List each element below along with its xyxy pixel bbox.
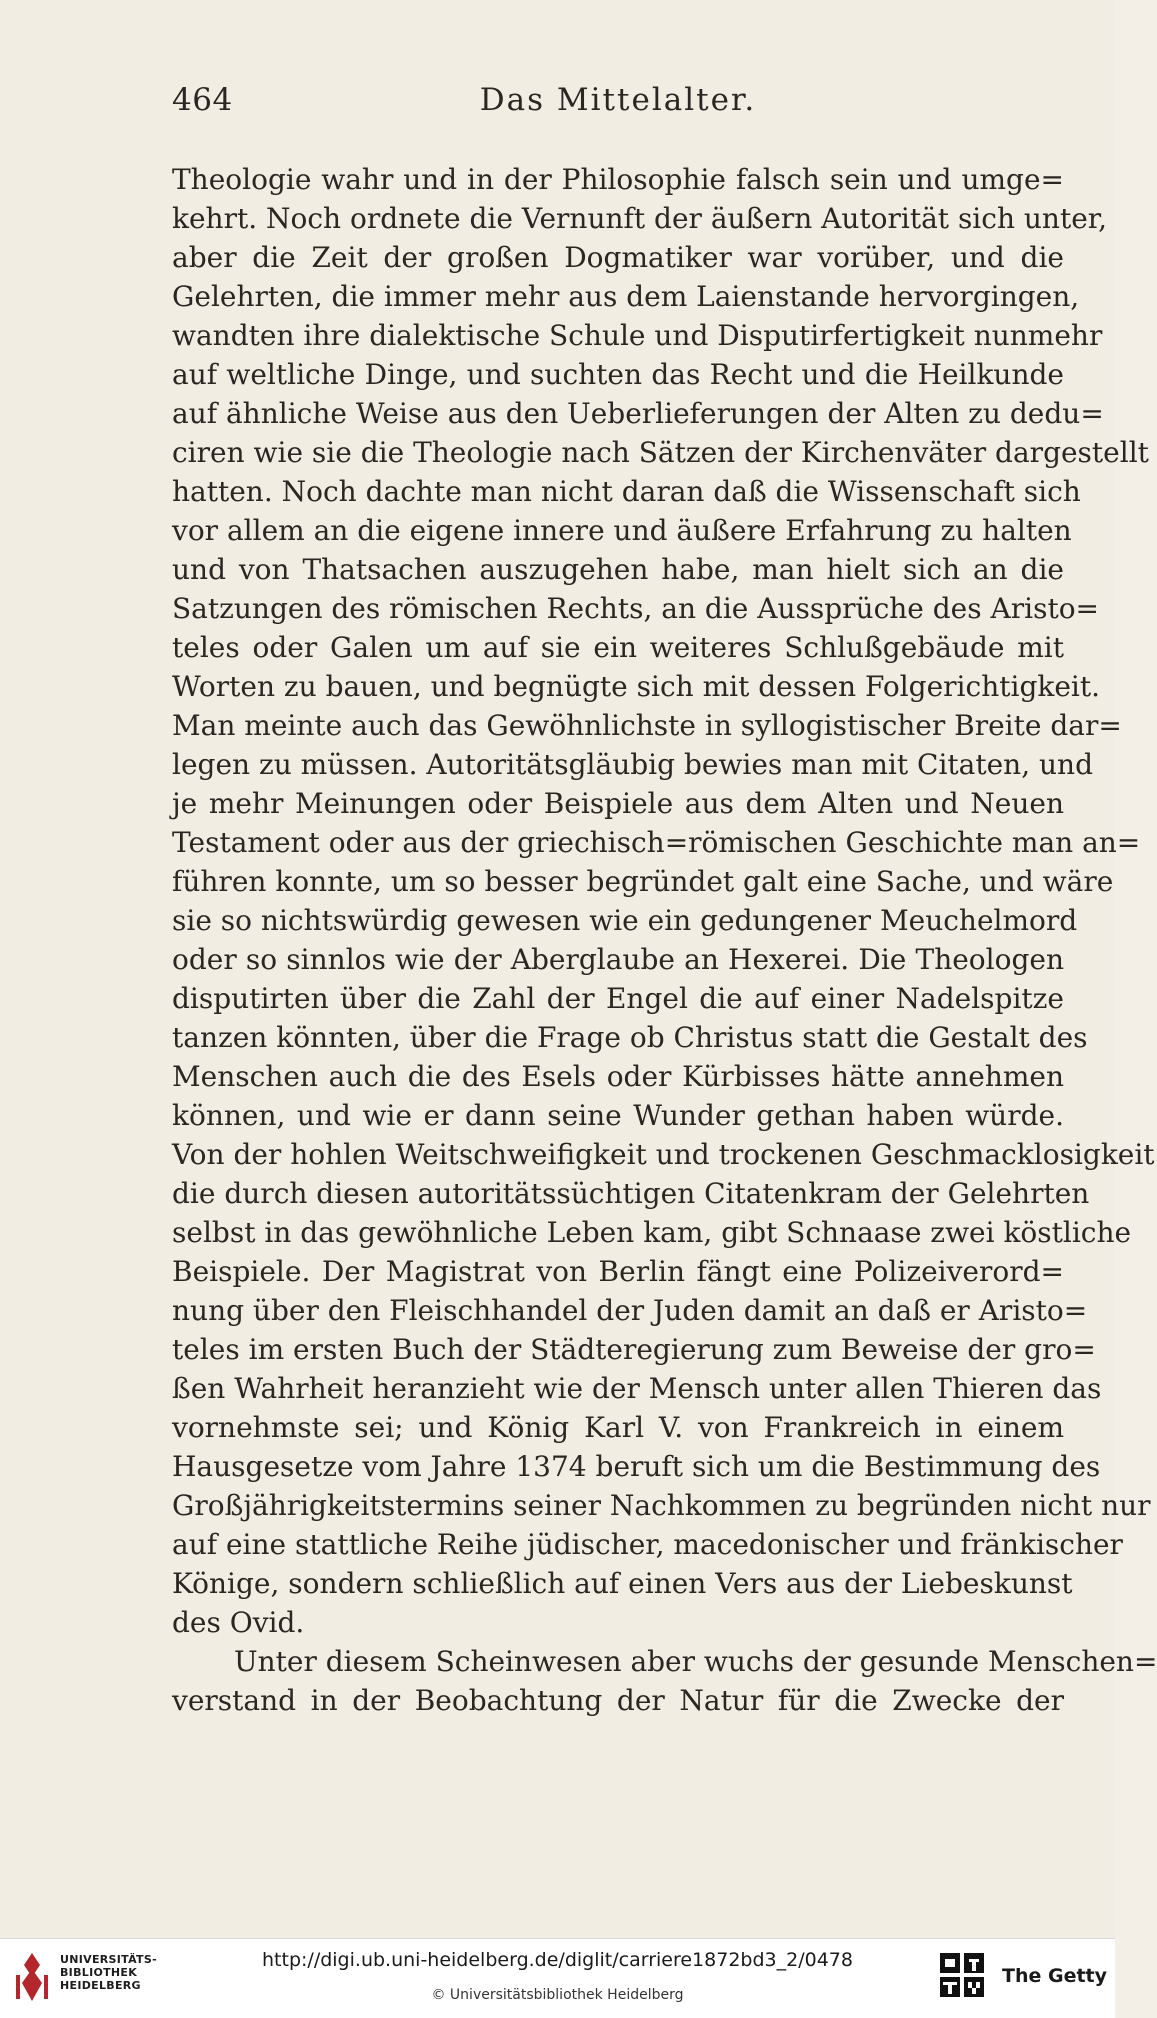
text-line: verstand in der Beobachtung der Natur für die Zwecke der bbox=[172, 1684, 1064, 1717]
text-line: teles oder Galen um auf sie ein weiteres Schlußgebäude mit bbox=[172, 631, 1064, 664]
text-line: Großjährigkeitstermins seiner Nachkommen zu begründen nicht nur bbox=[172, 1489, 1151, 1522]
text-line: aber die Zeit der großen Dogmatiker war vorüber, und die bbox=[172, 241, 1064, 274]
text-line: Könige, sondern schließlich auf einen Vers aus der Liebeskunst bbox=[172, 1567, 1073, 1600]
text-line: auf weltliche Dinge, und suchten das Recht und die Heilkunde bbox=[172, 358, 1064, 391]
text-line: können, und wie er dann seine Wunder gethan haben würde. bbox=[172, 1099, 1064, 1132]
text-line: Worten zu bauen, und begnügte sich mit dessen Folgerichtigkeit. bbox=[172, 670, 1101, 703]
copyright-notice: © Universitätsbibliothek Heidelberg bbox=[431, 1987, 684, 2003]
text-line: Hausgesetze vom Jahre 1374 beruft sich um die Bestimmung des bbox=[172, 1450, 1101, 1483]
text-line: hatten. Noch dachte man nicht daran daß die Wissenschaft sich bbox=[172, 475, 1081, 508]
text-line: wandten ihre dialektische Schule und Disputirfertigkeit nunmehr bbox=[172, 319, 1103, 352]
text-line: Von der hohlen Weitschweifigkeit und trockenen Geschmacklosigkeit bbox=[172, 1138, 1155, 1171]
text-line: vornehmste sei; und König Karl V. von Frankreich in einem bbox=[172, 1411, 1064, 1444]
text-line: des Ovid. bbox=[172, 1606, 305, 1639]
library-name-line: BIBLIOTHEK bbox=[60, 1966, 138, 1979]
text-line: oder so sinnlos wie der Aberglaube an Hexerei. Die Theologen bbox=[172, 943, 1064, 976]
text-line: Unter diesem Scheinwesen aber wuchs der gesunde Menschen= bbox=[234, 1645, 1157, 1678]
text-line: Satzungen des römischen Rechts, an die Aussprüche des Aristo= bbox=[172, 592, 1100, 625]
text-line: teles im ersten Buch der Städteregierung zum Beweise der gro= bbox=[172, 1333, 1096, 1366]
text-line: ciren wie sie die Theologie nach Sätzen der Kirchenväter dargestellt bbox=[172, 436, 1149, 469]
body-text bbox=[172, 160, 1157, 1720]
text-line: tanzen könnten, über die Frage ob Christus statt die Gestalt des bbox=[172, 1021, 1088, 1054]
running-title: Das Mittelalter. bbox=[479, 82, 757, 118]
text-line: führen konnte, um so besser begründet galt eine Sache, und wäre bbox=[172, 865, 1114, 898]
text-line: disputirten über die Zahl der Engel die auf einer Nadelspitze bbox=[172, 982, 1064, 1015]
text-line: auf ähnliche Weise aus den Ueberlieferungen der Alten zu dedu= bbox=[172, 397, 1104, 430]
text-line: die durch diesen autoritätssüchtigen Citatenkram der Gelehrten bbox=[172, 1177, 1090, 1210]
library-name-line: UNIVERSITÄTS- bbox=[60, 1953, 157, 1966]
library-name-line: HEIDELBERG bbox=[60, 1979, 141, 1992]
text-line: Gelehrten, die immer mehr aus dem Laienstande hervorgingen, bbox=[172, 280, 1080, 313]
text-line: Menschen auch die des Esels oder Kürbisses hätte annehmen bbox=[172, 1060, 1064, 1093]
page-number: 464 bbox=[172, 82, 233, 118]
library-name bbox=[60, 1953, 157, 1992]
text-line: nung über den Fleischhandel der Juden damit an daß er Aristo= bbox=[172, 1294, 1088, 1327]
text-line: ßen Wahrheit heranzieht wie der Mensch unter allen Thieren das bbox=[172, 1372, 1102, 1405]
university-library-logo-icon bbox=[12, 1951, 52, 2003]
text-line: Theologie wahr und in der Philosophie falsch sein und umge= bbox=[172, 163, 1064, 196]
running-head bbox=[172, 82, 1064, 126]
text-line: kehrt. Noch ordnete die Vernunft der äußern Autorität sich unter, bbox=[172, 202, 1107, 235]
text-line: sie so nichtswürdig gewesen wie ein gedungener Meuchelmord bbox=[172, 904, 1078, 937]
text-line: Testament oder aus der griechisch=römischen Geschichte man an= bbox=[172, 826, 1141, 859]
text-line: Man meinte auch das Gewöhnlichste in syllogistischer Breite dar= bbox=[172, 709, 1122, 742]
text-line: auf eine stattliche Reihe jüdischer, macedonischer und fränkischer bbox=[172, 1528, 1123, 1561]
text-line: legen zu müssen. Autoritätsgläubig bewies man mit Citaten, und bbox=[172, 748, 1094, 781]
text-line: vor allem an die eigene innere und äußere Erfahrung zu halten bbox=[172, 514, 1072, 547]
viewer-footer bbox=[0, 1938, 1115, 2018]
getty-name: The Getty bbox=[1002, 1965, 1108, 1987]
text-line: selbst in das gewöhnliche Leben kam, gibt Schnaase zwei köstliche bbox=[172, 1216, 1132, 1249]
getty-logo-icon bbox=[940, 1953, 984, 2003]
permalink-url[interactable]: http://digi.ub.uni-heidelberg.de/diglit/carriere1872bd3_2/0478 bbox=[262, 1949, 853, 1971]
text-line: Beispiele. Der Magistrat von Berlin fängt eine Polizeiverord= bbox=[172, 1255, 1064, 1288]
text-line: je mehr Meinungen oder Beispiele aus dem Alten und Neuen bbox=[172, 787, 1064, 820]
text-line: und von Thatsachen auszugehen habe, man hielt sich an die bbox=[172, 553, 1064, 586]
